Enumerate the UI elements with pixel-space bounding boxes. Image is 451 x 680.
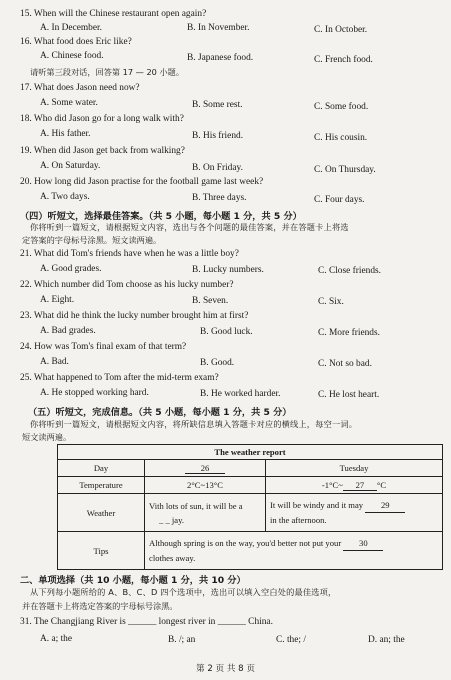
temp2-prefix: -1°C~ bbox=[321, 479, 343, 490]
temperature-cell-1: 2°C~13°C bbox=[145, 477, 266, 494]
day-cell-2: Tuesday bbox=[266, 460, 443, 477]
weather1-line1: Vith lots of sun, it will be a bbox=[149, 500, 243, 511]
q31-option-d: D. an; the bbox=[368, 635, 405, 645]
q24-option-b: B. Good. bbox=[200, 358, 235, 368]
q15-option-c: C. In October. bbox=[314, 25, 368, 35]
q16-option-c: C. French food. bbox=[314, 55, 373, 65]
q22-option-b: B. Seven. bbox=[192, 296, 229, 306]
question-19: 19. When did Jason get back from walking? bbox=[20, 146, 185, 156]
blank-27: 27 bbox=[343, 480, 377, 491]
q23-option-b: B. Good luck. bbox=[200, 327, 253, 337]
blank-26: 26 bbox=[185, 463, 225, 474]
question-20: 20. How long did Jason practise for the football game last week? bbox=[20, 177, 264, 187]
weather2-line2: in the afternoon. bbox=[270, 515, 327, 525]
question-31: 31. The Changjiang River is ______ longest river in ______ China. bbox=[20, 617, 273, 627]
weather2-line1: It will be windy and it may bbox=[270, 500, 364, 510]
section-5-instruction-1: 你将听到一篇短文，请根据短文内容，将所缺信息填入答题卡对应的横线上，每空一词。 bbox=[30, 419, 358, 429]
q22-option-a: A. Eight. bbox=[40, 295, 75, 305]
q31-option-c: C. the; / bbox=[276, 635, 306, 645]
part-2-instruction-1: 从下列每小题所给的 A、B、C、D 四个选项中，选出可以填入空白处的最佳选项， bbox=[30, 587, 337, 597]
part-2-title: 二、单项选择（共 10 小题，每小题 1 分，共 10 分） bbox=[20, 575, 246, 586]
question-21: 21. What did Tom's friends have when he was a little boy? bbox=[20, 249, 239, 259]
q31-option-a: A. a; the bbox=[40, 634, 73, 644]
q17-option-b: B. Some rest. bbox=[192, 100, 243, 110]
tips-line1: Although spring is on the way, you'd better not put your bbox=[149, 538, 342, 548]
q15-option-a: A. In December. bbox=[40, 23, 102, 33]
question-16: 16. What food does Eric like? bbox=[20, 37, 132, 47]
q25-option-b: B. He worked harder. bbox=[200, 389, 281, 399]
q25-option-a: A. He stopped working hard. bbox=[40, 388, 149, 398]
q20-option-c: C. Four days. bbox=[314, 195, 365, 205]
question-22: 22. Which number did Tom choose as his lucky number? bbox=[20, 280, 234, 290]
day-cell-1 bbox=[145, 460, 266, 477]
row-label-temperature: Temperature bbox=[58, 477, 145, 494]
q19-option-c: C. On Thursday. bbox=[314, 165, 376, 175]
blank-29: 29 bbox=[365, 498, 405, 513]
row-label-weather: Weather bbox=[58, 494, 145, 532]
q16-option-a: A. Chinese food. bbox=[40, 51, 104, 61]
q19-option-b: B. On Friday. bbox=[192, 163, 243, 173]
weather-cell-1 bbox=[145, 494, 266, 532]
temp2-unit: °C bbox=[376, 479, 387, 490]
q22-option-c: C. Six. bbox=[318, 297, 344, 307]
weather-table-title: The weather report bbox=[58, 445, 443, 460]
instruction-dialog-3: 请听第三段对话，回答第 17 — 20 小题。 bbox=[30, 67, 185, 77]
tips-cell bbox=[145, 532, 443, 570]
q16-option-b: B. Japanese food. bbox=[187, 53, 254, 63]
q23-option-a: A. Bad grades. bbox=[40, 326, 96, 336]
q18-option-a: A. His father. bbox=[40, 129, 91, 139]
q20-option-b: B. Three days. bbox=[192, 193, 247, 203]
q23-option-c: C. More friends. bbox=[318, 328, 380, 338]
question-18: 18. Who did Jason go for a long walk with? bbox=[20, 114, 184, 124]
q21-option-b: B. Lucky numbers. bbox=[192, 265, 264, 275]
q21-option-a: A. Good grades. bbox=[40, 264, 102, 274]
q15-option-b: B. In November. bbox=[187, 23, 250, 33]
q24-option-c: C. Not so bad. bbox=[318, 359, 372, 369]
section-4-title: （四）听短文，选择最佳答案。（共 5 小题，每小题 1 分，共 5 分） bbox=[20, 211, 302, 222]
q18-option-c: C. His cousin. bbox=[314, 133, 368, 143]
q31-option-b: B. /; an bbox=[168, 635, 196, 645]
section-5-title: （五）听短文，完成信息。（共 5 小题，每小题 1 分，共 5 分） bbox=[28, 407, 292, 418]
part-2-instruction-2: 并在答题卡上将选定答案的字母标号涂黑。 bbox=[22, 601, 178, 611]
question-23: 23. What did he think the lucky number brought him at first? bbox=[20, 311, 249, 321]
weather-report-table bbox=[57, 444, 443, 570]
q25-option-c: C. He lost heart. bbox=[318, 390, 380, 400]
weather-cell-2 bbox=[266, 494, 443, 532]
q18-option-b: B. His friend. bbox=[192, 131, 244, 141]
question-25: 25. What happened to Tom after the mid-term exam? bbox=[20, 373, 219, 383]
tips-line2: clothes away. bbox=[149, 553, 196, 563]
q17-option-c: C. Some food. bbox=[314, 102, 369, 112]
row-label-day: Day bbox=[58, 460, 145, 477]
question-15: 15. When will the Chinese restaurant open again? bbox=[20, 9, 207, 19]
blank-30: 30 bbox=[343, 536, 383, 551]
page-footer: 第 2 页 共 8 页 bbox=[196, 664, 255, 674]
section-4-instruction-1: 你将听到一篇短文，请根据短文内容，选出与各个问题的最佳答案，并在答题卡上将选 bbox=[30, 222, 349, 232]
q24-option-a: A. Bad. bbox=[40, 357, 69, 367]
temperature-cell-2 bbox=[266, 477, 443, 494]
section-5-instruction-2: 短文读两遍。 bbox=[22, 432, 72, 442]
question-24: 24. How was Tom's final exam of that term? bbox=[20, 342, 187, 352]
q17-option-a: A. Some water. bbox=[40, 98, 98, 108]
question-17: 17. What does Jason need now? bbox=[20, 83, 140, 93]
q21-option-c: C. Close friends. bbox=[318, 266, 382, 276]
q20-option-a: A. Two days. bbox=[40, 192, 90, 202]
weather1-line2: _ _ jay. bbox=[159, 514, 184, 525]
row-label-tips: Tips bbox=[58, 532, 145, 570]
q19-option-a: A. On Saturday. bbox=[40, 161, 101, 171]
section-4-instruction-2: 定答案的字母标号涂黑。短文读两遍。 bbox=[22, 235, 162, 245]
